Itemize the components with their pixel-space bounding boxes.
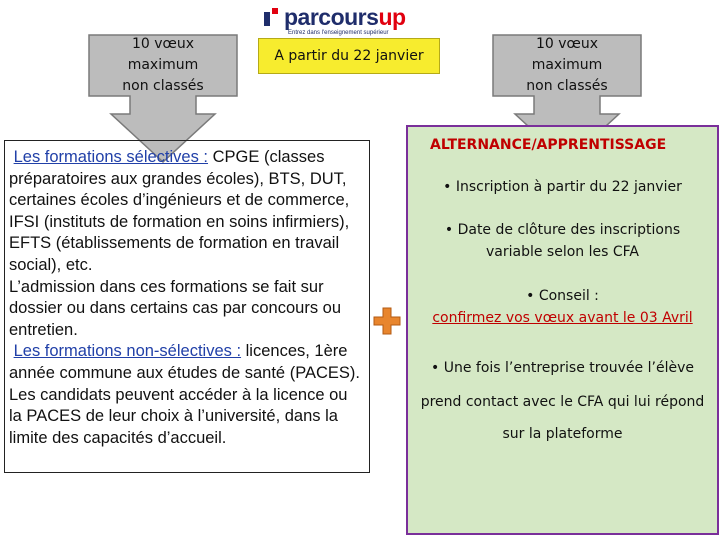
- selective-heading: Les formations sélectives :: [13, 148, 209, 166]
- callout-left-text: 10 vœux maximum non classés: [122, 35, 204, 94]
- formations-description-box: [4, 140, 370, 473]
- candidates-paragraph: Les candidats peuvent accéder à la licence ou la PACES de leur choix à l’université, dans la limite des capacités d’accueil.: [9, 385, 348, 447]
- apprenticeship-title: ALTERNANCE/APPRENTISSAGE: [430, 137, 667, 153]
- bullet-closing-date-line2: variable selon les CFA: [486, 244, 639, 260]
- admission-paragraph: L’admission dans ces formations se fait sur dossier ou dans certains cas par concours ou entretien.: [9, 277, 342, 339]
- logo-mark-icon: [262, 6, 282, 30]
- bullet-company-line3: sur la plateforme: [502, 426, 623, 442]
- selective-paragraph: [9, 147, 361, 277]
- nonselective-heading: Les formations non-sélectives :: [13, 342, 242, 361]
- bullet-closing-date-line1: • Date de clôture des inscriptions: [444, 222, 681, 238]
- bullet-company-line1: • Une fois l’entreprise trouvée l’élève: [431, 360, 694, 376]
- logo-wordmark: parcoursup: [284, 4, 406, 30]
- apprenticeship-box: [406, 125, 719, 535]
- plus-icon: [372, 306, 402, 336]
- parcoursup-logo: [262, 4, 432, 42]
- bullet-advice-line2: confirmez vos vœux avant le 03 Avril: [432, 310, 693, 326]
- selective-text: CPGE (classes préparatoires aux grandes écoles), BTS, DUT, certaines écoles d’ingénieurs et de commerce, IFSI (instituts de formation en soins infirmiers), EFTS (établissements de formation en travail social), etc.: [9, 148, 350, 274]
- callout-right-text: 10 vœux maximum non classés: [526, 35, 608, 94]
- bullet-advice-line1: • Conseil :: [526, 288, 599, 304]
- nonselective-text: licences, 1ère année commune aux études de santé (PACES).: [9, 342, 360, 382]
- logo-tagline: Entrez dans l'enseignement supérieur: [288, 30, 389, 36]
- start-date-box: A partir du 22 janvier: [258, 38, 440, 74]
- bullet-registration: • Inscription à partir du 22 janvier: [443, 179, 682, 195]
- bullet-company-line2: prend contact avec le CFA qui lui répond: [420, 394, 705, 410]
- nonselective-paragraph: [9, 341, 361, 384]
